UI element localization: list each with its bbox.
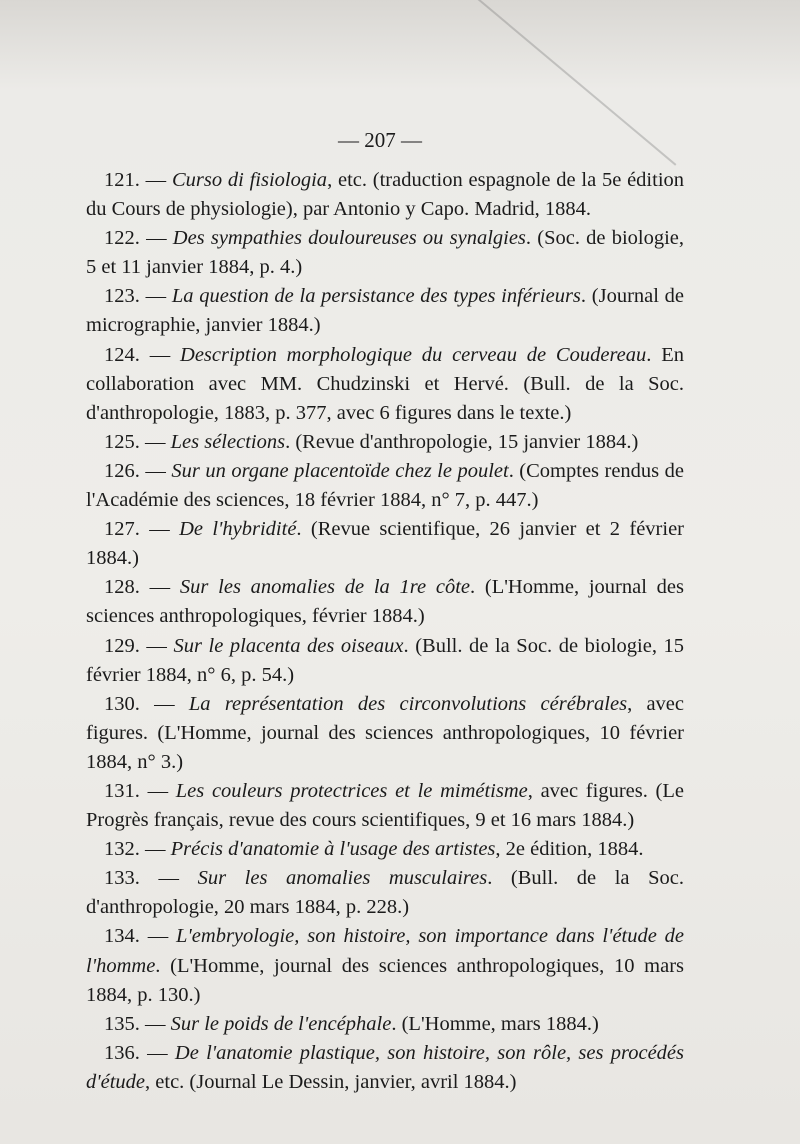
bibliography-list bbox=[86, 166, 684, 1097]
entry-number: 125. bbox=[104, 430, 140, 453]
entry-number: 128. bbox=[104, 576, 140, 599]
bibliography-entry bbox=[86, 835, 684, 864]
bibliography-entry bbox=[86, 224, 684, 282]
bibliography-entry bbox=[86, 632, 684, 690]
entry-title: Sur les anomalies de la 1re côte bbox=[179, 576, 470, 599]
entry-dash: — bbox=[139, 459, 172, 482]
entry-title: Sur les anomalies musculaires bbox=[197, 867, 488, 890]
entry-title: Description morphologique du cerveau de Coudereau bbox=[180, 343, 647, 366]
entry-number: 126. bbox=[104, 459, 140, 482]
entry-details: . (L'Homme, journal des sciences anthropologiques, février 1884.) bbox=[86, 576, 685, 628]
entry-details: . En collaboration avec MM. Chudzinski et Hervé. (Bull. de la Soc. d'anthropologie, 1883, p. 377, avec 6 figures dans le texte.) bbox=[86, 343, 685, 424]
entry-dash: — bbox=[139, 285, 172, 308]
bibliography-entry bbox=[86, 428, 684, 457]
entry-title: Sur le poids de l'encéphale bbox=[170, 1012, 392, 1035]
bibliography-entry bbox=[86, 282, 684, 340]
bibliography-entry bbox=[86, 341, 684, 428]
entry-number: 123. bbox=[104, 285, 140, 308]
entry-number: 127. bbox=[104, 518, 140, 541]
entry-dash: — bbox=[139, 779, 176, 802]
entry-number: 131. bbox=[104, 779, 140, 802]
entry-title: Sur le placenta des oiseaux bbox=[173, 634, 404, 657]
entry-title: La représentation des circonvolutions cérébrales bbox=[188, 692, 628, 715]
entry-number: 122. bbox=[104, 227, 140, 250]
entry-dash: — bbox=[139, 692, 189, 715]
entry-details: . (Revue scientifique, 26 janvier et 2 février 1884.) bbox=[86, 518, 685, 570]
entry-number: 135. bbox=[104, 1012, 140, 1035]
entry-number: 130. bbox=[104, 692, 140, 715]
entry-details: . (Bull. de la Soc. de biologie, 15 février 1884, n° 6, p. 54.) bbox=[86, 634, 685, 686]
entry-title: Sur un organe placentoïde chez le poulet bbox=[171, 459, 509, 482]
bibliography-entry bbox=[86, 777, 684, 835]
bibliography-entry bbox=[86, 457, 684, 515]
page-number: — 207 — bbox=[338, 128, 422, 152]
entry-number: 129. bbox=[104, 634, 140, 657]
entry-title: L'embryologie, son histoire, son importance dans l'étude de l'homme bbox=[86, 925, 685, 977]
entry-number: 133. bbox=[104, 867, 140, 890]
entry-details: . (L'Homme, journal des sciences anthropologiques, 10 mars 1884, p. 130.) bbox=[86, 954, 684, 1006]
entry-dash: — bbox=[139, 343, 181, 366]
entry-number: 121. bbox=[104, 169, 140, 191]
entry-details: , etc. (traduction espagnole de la 5e édition du Cours de physiologie), par Antonio y Capo. Madrid, 1884. bbox=[86, 169, 685, 221]
entry-title: Des sympathies douloureuses ou synalgies bbox=[172, 227, 526, 250]
bibliography-entry bbox=[86, 864, 684, 922]
entry-details: , etc. (Journal Le Dessin, janvier, avril 1884.) bbox=[145, 1070, 517, 1093]
entry-details: , avec figures. (L'Homme, journal des sciences anthropologiques, 10 février 1884, n° 3.) bbox=[86, 692, 684, 773]
entry-dash: — bbox=[139, 518, 180, 541]
entry-dash: — bbox=[139, 925, 177, 948]
bibliography-entry bbox=[86, 166, 684, 224]
entry-dash: — bbox=[139, 1012, 171, 1035]
entry-title: Curso di fisiologia bbox=[171, 169, 328, 191]
entry-title: Les couleurs protectrices et le mimétisme bbox=[175, 779, 528, 802]
entry-details: . (Revue d'anthropologie, 15 janvier 1884.) bbox=[285, 430, 639, 453]
entry-details: . (Journal de micrographie, janvier 1884.) bbox=[86, 285, 685, 337]
entry-title: Les sélections bbox=[170, 430, 286, 453]
entry-dash: — bbox=[139, 169, 172, 191]
bibliography-entry bbox=[86, 1039, 684, 1097]
entry-title: De l'hybridité bbox=[179, 518, 297, 541]
entry-dash: — bbox=[139, 1041, 175, 1064]
entry-dash: — bbox=[139, 227, 173, 250]
entry-dash: — bbox=[139, 838, 171, 861]
entry-details: . (Bull. de la Soc. d'anthropologie, 20 mars 1884, p. 228.) bbox=[86, 867, 684, 919]
entry-title: Précis d'anatomie à l'usage des artistes bbox=[170, 838, 496, 861]
entry-number: 134. bbox=[104, 925, 140, 948]
bibliography-entry bbox=[86, 573, 684, 631]
entry-details: . (L'Homme, mars 1884.) bbox=[391, 1012, 599, 1035]
bibliography-entry bbox=[86, 922, 684, 1009]
entry-dash: — bbox=[139, 576, 180, 599]
entry-title: La question de la persistance des types inférieurs bbox=[171, 285, 581, 308]
entry-dash: — bbox=[139, 634, 174, 657]
entry-number: 132. bbox=[104, 838, 140, 861]
entry-number: 124. bbox=[104, 343, 140, 366]
entry-details: , avec figures. (Le Progrès français, revue des cours scientifiques, 9 et 16 mars 1884.) bbox=[86, 779, 685, 832]
bibliography-entry bbox=[86, 690, 684, 777]
bibliography-entry bbox=[86, 515, 684, 573]
entry-dash: — bbox=[139, 867, 198, 890]
entry-details: . (Soc. de biologie, 5 et 11 janvier 1884, p. 4.) bbox=[86, 227, 685, 279]
entry-number: 136. bbox=[104, 1041, 140, 1064]
bibliography-entry bbox=[86, 1010, 684, 1039]
entry-title: De l'anatomie plastique, son histoire, son rôle, ses procédés d'étude bbox=[86, 1041, 684, 1093]
entry-details: , 2e édition, 1884. bbox=[495, 838, 644, 861]
entry-dash: — bbox=[139, 430, 171, 453]
entry-details: . (Comptes rendus de l'Académie des sciences, 18 février 1884, n° 7, p. 447.) bbox=[86, 459, 684, 512]
